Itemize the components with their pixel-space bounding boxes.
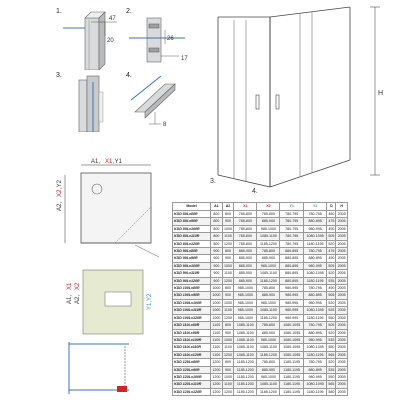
table-cell-model: KDD 110Lx120R — [173, 351, 211, 358]
table-cell: 1080-1095 — [280, 351, 303, 358]
table-cell: 980-995 — [303, 262, 326, 269]
table-cell: 985-1000 — [234, 299, 257, 306]
table-cell: 1000 — [224, 300, 232, 305]
header-a1: A1 — [211, 203, 223, 211]
plan2-label-a1: A1, — [67, 294, 73, 304]
table-cell: 2005 — [337, 293, 346, 298]
table-cell: 985-1000 — [234, 307, 257, 314]
table-cell: 980-995 — [280, 299, 303, 306]
table-cell-model: KDD 120Lx80R — [173, 359, 211, 366]
table-cell-model: KDD 120Lx90R — [173, 366, 211, 373]
table-cell: 1100 — [224, 345, 232, 350]
table-cell: 885-900 — [257, 218, 280, 225]
table-cell-model: KDD 100Lx80R — [173, 285, 211, 292]
table-cell: 2005 — [337, 308, 346, 313]
table-cell: 550 — [328, 315, 335, 320]
table-cell: 2005 — [337, 360, 346, 365]
table-cell: 1000 — [212, 315, 221, 320]
table-cell: 520 — [328, 300, 335, 305]
table-cell: 880-895 — [280, 270, 303, 277]
plan-label-y2: ,Y2 — [57, 179, 63, 189]
table-cell: 2005 — [337, 352, 346, 357]
detail-panel-4 — [125, 72, 195, 132]
table-cell: 1185-1200 — [257, 240, 280, 247]
dim-h: H — [378, 90, 384, 97]
callout-3: 3. — [210, 178, 216, 185]
table-cell-model: KDD 110Lx110R — [173, 344, 211, 351]
table-cell: 2005 — [337, 278, 346, 283]
table-cell: 1085-1100 — [234, 329, 257, 336]
table-cell: 885-900 — [234, 277, 257, 284]
table-cell: 885-900 — [257, 292, 280, 299]
profile-detail-drawing — [55, 8, 125, 70]
table-cell: 980-995 — [303, 299, 326, 306]
plan2-label-x2: X2 — [75, 282, 81, 290]
table-cell: 1180-1195 — [303, 351, 326, 358]
table-cell: 505 — [328, 323, 335, 328]
table-cell: 980-995 — [303, 336, 326, 343]
table-cell: 780-795 — [303, 285, 326, 292]
table-cell: 1100 — [224, 271, 232, 276]
table-cell: 800 — [222, 285, 234, 292]
table-cell: 1080-1095 — [303, 344, 326, 351]
table-cell: 780-795 — [280, 218, 303, 225]
table-cell: 565 — [328, 382, 335, 387]
table-cell: 780-795 — [280, 211, 303, 218]
table-header-row — [173, 203, 348, 211]
table-cell: 2005 — [337, 330, 346, 335]
table-row — [173, 359, 348, 366]
table-cell: 1080-1095 — [280, 336, 303, 343]
table-cell: 1100 — [212, 330, 221, 335]
table-cell: 1085-1100 — [257, 233, 280, 240]
table-cell: 780-795 — [303, 322, 326, 329]
table-cell-model: KDD 100Lx90R — [173, 292, 211, 299]
table-cell: 880-895 — [303, 218, 326, 225]
table-cell: 2005 — [337, 300, 346, 305]
table-cell: 780-795 — [280, 225, 303, 232]
table-cell: 785-800 — [257, 248, 280, 255]
table-cell: 1100 — [212, 323, 221, 328]
table-cell: 1200 — [212, 360, 221, 365]
table-cell: 785-800 — [257, 322, 280, 329]
table-row — [173, 336, 348, 343]
table-cell: 900 — [222, 218, 234, 225]
table-cell: 1000 — [224, 374, 232, 379]
table-cell: 785-800 — [257, 285, 280, 292]
table-cell-model: KDD 120Lx100R — [173, 373, 211, 380]
table-cell: 1100 — [224, 308, 232, 313]
table-cell-model: KDD 110Lx80R — [173, 322, 211, 329]
table-row — [173, 292, 348, 299]
table-cell: 1185-1200 — [257, 388, 280, 395]
table-cell: 1100 — [212, 352, 221, 357]
table-cell: 1200 — [224, 278, 232, 283]
table-cell-model: KDD 120Lx120R — [173, 388, 211, 395]
table-cell: 985-1000 — [257, 299, 280, 306]
table-row — [173, 233, 348, 240]
table-cell: 800 — [222, 248, 234, 255]
table-cell: 800 — [211, 211, 223, 218]
table-cell: 985-1000 — [234, 285, 257, 292]
table-cell: 785-800 — [234, 233, 257, 240]
header-y2: Y2 — [303, 203, 326, 211]
table-cell: 1100 — [224, 234, 232, 239]
enclosure-3d-drawing — [200, 5, 395, 195]
callout-4: 4. — [252, 188, 258, 195]
header-model: Model — [173, 203, 211, 211]
table-cell-model: KDD 110Lx90R — [173, 329, 211, 336]
table-cell: 885-900 — [257, 329, 280, 336]
table-cell: 880-895 — [280, 255, 303, 262]
table-cell: 2005 — [337, 337, 346, 342]
table-cell: 1080-1095 — [303, 233, 326, 240]
table-row — [173, 277, 348, 284]
header-h: H — [336, 203, 348, 211]
table-row — [173, 285, 348, 292]
plan2-label-y: Y1,Y2 — [147, 293, 153, 310]
table-cell: 1000 — [224, 226, 232, 231]
table-row — [173, 373, 348, 380]
table-cell: 980-995 — [280, 292, 303, 299]
table-cell-model: KDD 100Lx110R — [173, 307, 211, 314]
header-x1: X1 — [234, 203, 257, 211]
table-cell-model: KDD 80Lx120R — [173, 240, 211, 247]
table-row — [173, 322, 348, 329]
table-cell: 1000 — [212, 300, 221, 305]
table-cell: 985-1000 — [234, 292, 257, 299]
table-cell: 505 — [328, 263, 335, 268]
table-cell: 1200 — [224, 315, 232, 320]
table-cell-model: KDD 120Lx110R — [173, 381, 211, 388]
table-cell: 980-995 — [303, 225, 326, 232]
table-cell: 1085-1100 — [234, 344, 257, 351]
plan-label-a1: A1, — [91, 159, 101, 165]
table-cell: 535 — [328, 278, 335, 283]
table-cell: 780-795 — [280, 240, 303, 247]
table-row — [173, 248, 348, 255]
table-row — [173, 388, 348, 395]
table-cell: 900 — [211, 248, 223, 255]
table-cell: 1000 — [212, 293, 221, 298]
table-cell: 880-895 — [280, 277, 303, 284]
table-cell: 1080-1095 — [280, 329, 303, 336]
table-cell: 800 — [222, 322, 234, 329]
table-cell: 2005 — [337, 374, 346, 379]
table-cell-model: KDD 90Lx120R — [173, 277, 211, 284]
table-cell: 2005 — [337, 226, 346, 231]
dim-8: 8 — [163, 122, 167, 128]
table-cell: 885-900 — [234, 248, 257, 255]
table-cell: 1080-1095 — [303, 270, 326, 277]
table-cell: 1180-1195 — [280, 359, 303, 366]
table-cell: 1200 — [212, 382, 221, 387]
table-row — [173, 255, 348, 262]
table-cell: 985-1000 — [257, 262, 280, 269]
table-cell: 1200 — [224, 352, 232, 357]
table-cell: 1180-1195 — [280, 388, 303, 395]
table-cell: 785-800 — [257, 359, 280, 366]
table-cell: 780-795 — [303, 248, 326, 255]
plan-view-2-drawing — [55, 262, 170, 342]
table-cell: 1085-1100 — [234, 336, 257, 343]
table-cell: 1000 — [212, 308, 221, 313]
detail-panel-2 — [125, 8, 195, 70]
table-row — [173, 240, 348, 247]
table-cell: 985-1000 — [234, 314, 257, 321]
plan-label-y1: ,Y1 — [113, 159, 123, 165]
table-row — [173, 307, 348, 314]
detail-panel-1 — [55, 8, 125, 70]
table-cell: 490 — [328, 256, 335, 261]
table-cell: 1085-1100 — [257, 270, 280, 277]
section-view-drawing — [55, 338, 170, 398]
table-cell: 1080-1095 — [303, 307, 326, 314]
panel-number: 2. — [126, 8, 132, 15]
table-cell: 1180-1195 — [303, 314, 326, 321]
table-row — [173, 314, 348, 321]
table-cell: 1180-1195 — [280, 381, 303, 388]
table-cell: 1085-1100 — [257, 307, 280, 314]
table-cell: 1180-1195 — [280, 373, 303, 380]
table-cell: 885-900 — [234, 270, 257, 277]
table-cell: 980-995 — [280, 307, 303, 314]
table-cell: 1200 — [212, 389, 221, 394]
table-cell-model: KDD 80Lx100R — [173, 225, 211, 232]
table-cell: 460 — [328, 212, 335, 216]
table-cell: 2005 — [337, 367, 346, 372]
table-cell: 1180-1195 — [280, 366, 303, 373]
dim-17: 17 — [181, 56, 188, 62]
plan-label-x2: X2 — [57, 189, 63, 197]
table-cell: 1000 — [212, 286, 221, 291]
table-cell-model: KDD 90Lx100R — [173, 262, 211, 269]
table-cell: 980-995 — [303, 373, 326, 380]
table-cell-model: KDD 100Lx120R — [173, 314, 211, 321]
table-cell: 2005 — [337, 256, 346, 261]
roller-detail-drawing — [125, 8, 195, 70]
header-a2: A2 — [222, 203, 234, 211]
table-cell: 2005 — [337, 219, 346, 224]
header-x2: X2 — [257, 203, 280, 211]
table-cell: 1185-1200 — [257, 351, 280, 358]
table-cell: 885-900 — [257, 255, 280, 262]
plan-label-a2: A2, — [57, 201, 63, 211]
table-cell-model: KDD 80Lx80R — [173, 211, 211, 218]
table-row — [173, 381, 348, 388]
table-cell: 565 — [328, 352, 335, 357]
table-cell: 880-895 — [280, 262, 303, 269]
table-cell: 1085-1100 — [257, 344, 280, 351]
table-cell: 880-895 — [303, 255, 326, 262]
table-cell: 1180-1195 — [303, 388, 326, 395]
header-y1: Y1 — [280, 203, 303, 211]
table-cell: 520 — [328, 360, 335, 365]
table-cell: 780-795 — [303, 211, 326, 218]
table-cell: 900 — [211, 277, 223, 284]
table-cell: 1185-1200 — [234, 381, 257, 388]
table-cell: 980-995 — [280, 285, 303, 292]
table-cell: 900 — [211, 270, 223, 277]
table-cell: 2005 — [337, 241, 346, 246]
table-cell: 800 — [222, 211, 234, 218]
table-cell: 1080-1095 — [303, 381, 326, 388]
header-d: D — [327, 203, 336, 211]
table-cell: 475 — [328, 219, 335, 224]
table-cell: 2005 — [337, 315, 346, 320]
table-row — [173, 270, 348, 277]
table-cell: 1185-1200 — [234, 359, 257, 366]
table-cell: 580 — [328, 389, 335, 394]
table-cell: 800 — [211, 225, 223, 232]
table-cell: 1100 — [224, 382, 232, 387]
table-row — [173, 218, 348, 225]
table-cell: 520 — [328, 330, 335, 335]
table-cell: 800 — [211, 218, 223, 225]
table-cell: 980-995 — [280, 314, 303, 321]
table-cell: 885-900 — [234, 255, 257, 262]
panel-number: 4. — [126, 72, 132, 79]
table-cell-model: KDD 80Lx110R — [173, 233, 211, 240]
table-cell: 1185-1200 — [234, 366, 257, 373]
plan-view-drawing — [55, 155, 170, 260]
table-cell: 800 — [211, 240, 223, 247]
plan-label-x1: X1 — [105, 159, 113, 165]
table-cell-model: KDD 80Lx90R — [173, 218, 211, 225]
table-cell: 900 — [222, 255, 234, 262]
table-cell: 1000 — [224, 337, 232, 342]
table-cell: 535 — [328, 367, 335, 372]
table-cell: 1180-1195 — [303, 277, 326, 284]
table-cell: 1085-1100 — [234, 351, 257, 358]
table-row — [173, 344, 348, 351]
table-cell: 1200 — [212, 374, 221, 379]
table-cell: 800 — [222, 359, 234, 366]
table-cell: 1200 — [224, 241, 232, 246]
table-cell: 900 — [211, 262, 223, 269]
table-cell: 1085-1100 — [234, 322, 257, 329]
table-cell: 535 — [328, 337, 335, 342]
table-cell: 985-1000 — [257, 336, 280, 343]
table-cell: 785-800 — [234, 211, 257, 218]
table-cell: 2005 — [337, 345, 346, 350]
table-cell: 1185-1200 — [257, 277, 280, 284]
table-cell: 985-1000 — [257, 373, 280, 380]
table-cell: 1080-1095 — [280, 322, 303, 329]
table-cell: 2005 — [337, 249, 346, 254]
dim-20: 20 — [107, 38, 114, 44]
table-cell: 785-800 — [257, 211, 280, 218]
dim-26: 26 — [167, 36, 174, 42]
plan2-label-x1: X1 — [67, 282, 73, 290]
table-row — [173, 225, 348, 232]
table-row — [173, 366, 348, 373]
model-dimensions-table — [172, 202, 348, 396]
table-cell: 880-895 — [280, 248, 303, 255]
table-cell: 2005 — [337, 389, 346, 394]
table-cell: 780-795 — [280, 233, 303, 240]
table-cell: 2005 — [337, 323, 346, 328]
table-cell: 1200 — [224, 389, 232, 394]
table-cell-model: KDD 90Lx110R — [173, 270, 211, 277]
panel-number: 3. — [56, 72, 62, 79]
table-cell: 900 — [222, 366, 234, 373]
table-cell: 2005 — [337, 212, 346, 216]
table-cell: 1200 — [212, 367, 221, 372]
table-cell: 2005 — [337, 286, 346, 291]
table-cell: 900 — [211, 255, 223, 262]
table-cell: 985-1000 — [257, 225, 280, 232]
table-cell: 885-900 — [257, 366, 280, 373]
table-cell: 1085-1100 — [257, 381, 280, 388]
table-cell: 2005 — [337, 234, 346, 239]
table-cell: 550 — [328, 374, 335, 379]
table-cell: 1185-1200 — [257, 314, 280, 321]
table-cell: 505 — [328, 293, 335, 298]
table-cell: 1000 — [224, 263, 232, 268]
table-row — [173, 329, 348, 336]
table-cell: 880-895 — [303, 329, 326, 336]
table-cell-model: KDD 100Lx100R — [173, 299, 211, 306]
table-cell: 900 — [222, 292, 234, 299]
table-cell: 780-795 — [303, 359, 326, 366]
table-cell: 2005 — [337, 271, 346, 276]
table-cell: 535 — [328, 308, 335, 313]
bottom-profile-drawing — [125, 72, 195, 132]
detail-panel-3 — [55, 72, 125, 132]
table-cell: 785-800 — [234, 225, 257, 232]
table-cell: 785-800 — [234, 218, 257, 225]
table-cell: 475 — [328, 249, 335, 254]
wall-profile-drawing — [55, 72, 125, 132]
dim-47: 47 — [109, 16, 116, 22]
plan2-label-a2: A2, — [75, 294, 81, 304]
table-cell: 1100 — [212, 337, 221, 342]
table-cell: 490 — [328, 286, 335, 291]
table-cell: 490 — [328, 226, 335, 231]
table-cell-model: KDD 110Lx100R — [173, 336, 211, 343]
table-cell: 520 — [328, 271, 335, 276]
table-cell-model: KDD 90Lx90R — [173, 255, 211, 262]
table-cell: 800 — [211, 233, 223, 240]
table-cell: 900 — [222, 329, 234, 336]
table-cell: 785-800 — [234, 240, 257, 247]
table-cell: 1180-1195 — [303, 240, 326, 247]
table-cell: 880-895 — [303, 292, 326, 299]
panel-number: 1. — [56, 8, 62, 15]
table-cell: 505 — [328, 234, 335, 239]
table-cell: 880-895 — [303, 366, 326, 373]
table-row — [173, 211, 348, 218]
table-cell: 885-900 — [234, 262, 257, 269]
table-cell: 1080-1095 — [280, 344, 303, 351]
table-cell: 1185-1200 — [234, 373, 257, 380]
table-row — [173, 262, 348, 269]
table-row — [173, 299, 348, 306]
table-cell: 550 — [328, 345, 335, 350]
table-cell: 1100 — [212, 345, 221, 350]
table-cell: 2005 — [337, 382, 346, 387]
table-row — [173, 351, 348, 358]
table-cell: 520 — [328, 241, 335, 246]
table-cell: 1185-1200 — [234, 388, 257, 395]
table-cell-model: KDD 90Lx80R — [173, 248, 211, 255]
table-cell: 2005 — [337, 263, 346, 268]
